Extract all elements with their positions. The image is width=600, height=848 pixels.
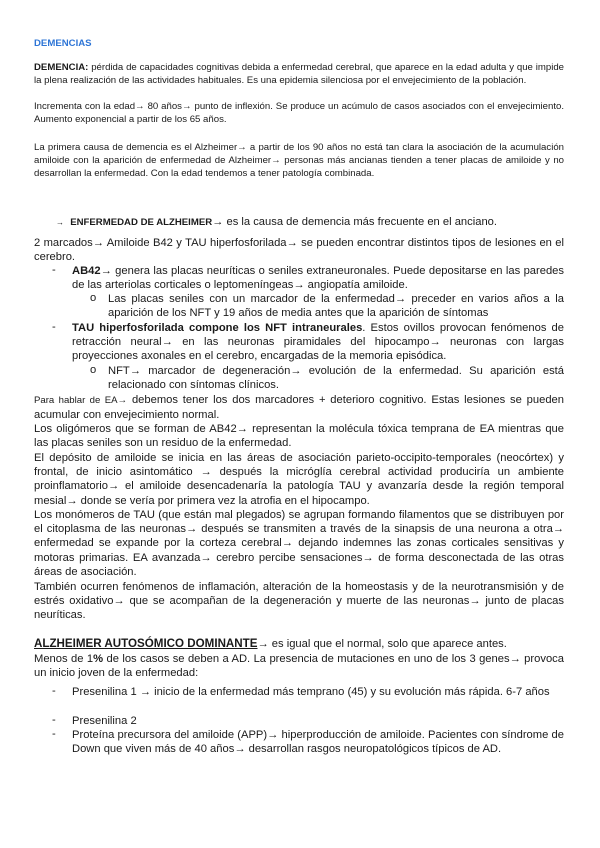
tau-term: TAU hiperfosforilada compone los NFT intraneurales <box>72 322 363 334</box>
gene-item-presenilina-2: Presenilina 2 <box>72 715 137 727</box>
dash-bullet: - <box>52 728 56 740</box>
ad-text-b: de los casos se deben a AD. La presencia de mutaciones en uno de los 3 genes→ provoca un inicio joven de la enfermedad: <box>34 653 564 680</box>
tau-item <box>72 321 564 364</box>
ad-paragraph <box>34 652 564 680</box>
deposito-paragraph: El depósito de amiloide se inicia en las áreas de asociación parieto-occipito-temporales (neocórtex) y frontal, de inicio asintomático → después la micróglía cerebral actividad produciría un ambiente proinflamatorio→ el amiloide desencadenaría la patología TAU y avanzaría desde la región temporal mesial→ donde se vería por primera vez la atrofia en el hipocampo. <box>34 452 564 507</box>
hablar-lead: Para hablar de EA→ <box>34 395 128 406</box>
gene-item-presenilina-1: Presenilina 1 → inicio de la enfermedad más temprano (45) y su evolución más rápida. 6-7 años <box>72 686 550 698</box>
dash-bullet: - <box>52 714 56 726</box>
tau-subitem: NFT→ marcador de degeneración→ evolución de la enfermedad. Su aparición está relacionado con síntomas clínicos. <box>108 365 564 392</box>
ab42-subitem: Las placas seniles con un marcador de la enfermedad→ preceder en varios años a la aparición de los NFT y 19 años de media antes que la aparición de síntomas <box>108 293 564 320</box>
intro-age-paragraph: Incrementa con la edad→ 80 años→ punto de inflexión. Se produce un acúmulo de casos asociados con el envejecimiento. Aumento exponencial a partir de los 65 años. <box>34 101 564 125</box>
intro-alzheimer-paragraph: La primera causa de demencia es el Alzheimer→ a partir de los 90 años no está tan clara la asociación de la acumulación amiloide con la aparición de enfermedad de Alzheimer→ personas más ancianas tienden a tener placas de amiloide y no desarrollan la enfermedad. Con la edad tendemos a tener patología combinada. <box>34 142 564 179</box>
document-title: DEMENCIAS <box>34 38 92 49</box>
alzheimer-heading-term: ENFERMEDAD DE ALZHEIMER <box>70 217 213 228</box>
tau-text: . Estos ovillos provocan fenómenos de retracción neural→ en las neuronas piramidales del hipocampo→ neuronas con largas proyecciones axonales en el cerebro, encargadas de la memoria episódica. <box>72 322 564 363</box>
dash-bullet: - <box>52 685 56 697</box>
arrow-icon: → <box>56 218 64 227</box>
circle-bullet: o <box>90 292 97 304</box>
dash-bullet: - <box>52 321 56 333</box>
hablar-paragraph <box>34 393 564 422</box>
ad-percent: % <box>93 653 104 665</box>
monomeros-paragraph: Los monómeros de TAU (que están mal plegados) se agrupan formando filamentos que se distribuyen por el citoplasma de las neuronas→ después se transmiten a través de la sinapsis de una neurona a otra→ enfermedad se expande por la corteza cerebral→ dejando indemnes las zonas corticales sensitivas y motoras primarias. EA avanzada→ cerebro percibe sensaciones→ de forma desconectada de las otras áreas de asociación. <box>34 509 564 578</box>
gene-item-app: Proteína precursora del amiloide (APP)→ hiperproducción de amiloide. Pacientes con síndrome de Down que viven más de 40 años→ desarrollan rasgos neuropatológicos típicos de AD. <box>72 729 564 756</box>
ab42-item <box>72 264 564 292</box>
dash-bullet: - <box>52 264 56 276</box>
intro-definition <box>34 62 564 88</box>
alzheimer-heading-rest: → es la causa de demencia más frecuente en el anciano. <box>212 216 497 228</box>
ad-text-a: Menos de 1 <box>34 653 94 665</box>
ab42-text: → genera las placas neuríticas o seniles extraneuronales. Puede depositarse en las paredes de las arteriolas corticales o leptomeníngeas→ angiopatía amiloide. <box>72 265 564 292</box>
tambien-paragraph: También ocurren fenómenos de inflamación, alteración de la homeostasis y de la neurotransmisión y de estrés oxidativo→ que se acompañan de la degeneración y muerte de las neuronas→ junto de placas neuríticas. <box>34 581 564 622</box>
markers-paragraph: 2 marcados→ Amiloide B42 y TAU hiperfosforilada→ se pueden encontrar distintos tipos de lesiones en el cerebro. <box>34 237 564 264</box>
hablar-text: debemos tener los dos marcadores + deterioro cognitivo. Estas lesiones se pueden acumular con envejecimiento normal. <box>34 394 564 422</box>
ad-heading <box>34 637 564 651</box>
alzheimer-heading <box>56 215 566 230</box>
definition-term: DEMENCIA: <box>34 62 89 73</box>
ad-heading-rest: → es igual que el normal, solo que aparece antes. <box>257 638 507 650</box>
oligomeros-paragraph: Los oligómeros que se forman de AB42→ representan la molécula tóxica temprana de EA mientras que las placas seniles son un residuo de la enfermedad. <box>34 423 564 450</box>
ab42-term: AB42 <box>72 265 101 277</box>
circle-bullet: o <box>90 364 97 376</box>
definition-text: pérdida de capacidades cognitivas debida a enfermedad cerebral, que aparece en la edad adulta y que impide la plena realización de las actividades habituales. Es una epidemia silenciosa por el envejecimiento de la población. <box>34 62 564 86</box>
ad-heading-term: ALZHEIMER AUTOSÓMICO DOMINANTE <box>34 637 258 650</box>
